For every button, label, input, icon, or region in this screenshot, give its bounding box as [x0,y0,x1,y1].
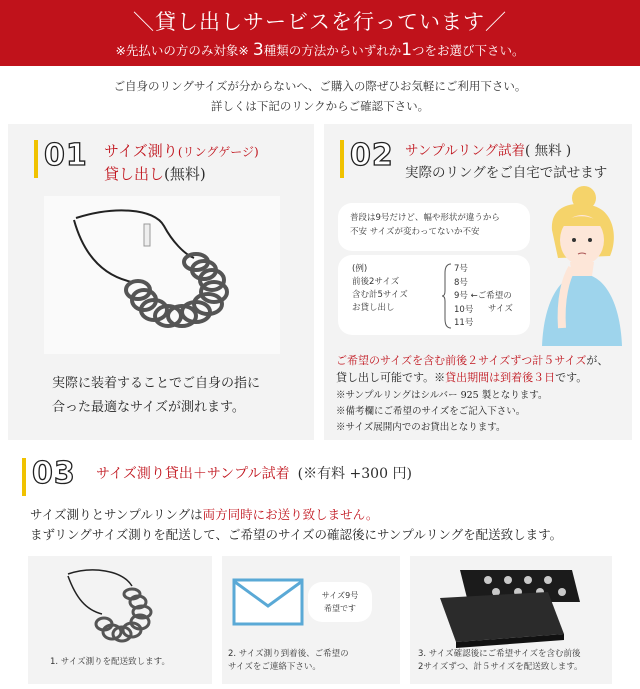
ring-gauge-icon [44,196,280,354]
description-line: 実際に装着することでご自身の指に [52,376,261,391]
number-marker [34,140,38,178]
option-3-title-price: (※有料 +300 円) [297,466,412,482]
step-1-card [28,556,212,684]
number-marker [340,140,344,178]
banner-sub-text: ※先払いの方のみ対象※ [115,43,253,58]
step-2-caption [228,648,349,674]
option-3-title-main: サイズ測り貸出＋サンプル試着 [96,466,290,482]
note-item: ※備考欄にご希望のサイズをご記入下さい。 [336,406,526,417]
size-item: 7号 [454,264,468,274]
step-3-card [410,556,612,684]
banner-subtitle [0,40,640,60]
step-2-card [222,556,400,684]
example-line: (例) [352,264,368,274]
envelope-icon [232,578,304,626]
size-list [454,263,512,331]
size-note: サイズ [488,304,513,314]
rule-highlight: ご希望のサイズを含む前後２サイズずつ計５サイズ [336,354,587,367]
note-item: ※サイズ展開内でのお貸出となります。 [336,422,506,433]
intro-text [0,76,640,116]
option-1-title-main: 貸し出し [104,165,165,183]
example-line: お貸し出し [352,303,395,313]
option-2-number: 02 [350,138,394,173]
option-2-title-main: サンプルリング試着 [405,143,526,159]
caption-line: 3. サイズ確認後にご希望サイズを含む前後 [418,649,581,659]
option-3-title [96,463,412,483]
option-2-title-sub: 実際のリングをご自宅で試せます [405,165,608,181]
example-line: 含む計5サイズ [352,290,408,300]
option-2-rule [336,352,608,386]
caption-line: 1. サイズ測りを配送致します。 [50,657,170,667]
example-line: 前後2サイズ [352,277,400,287]
size-item: 11号 [454,318,474,328]
example-label [352,263,408,315]
header-banner [0,0,640,66]
caption-line: 2. サイズ測り到着後、ご希望の [228,649,349,659]
note-item: ※サンプルリングはシルバー 925 製となります。 [336,390,548,401]
rule-text: です。 [555,371,588,384]
size-item: 9号 ←ご希望の [454,291,512,301]
bracket-icon [442,263,452,329]
bubble-line: 不安 サイズが変わってないか不安 [350,227,480,237]
intro-line: ご自身のリングサイズが分からないへ、ご購入の際ぜひお気軽にご利用下さい。 [113,79,527,93]
caption-line: サイズをご連絡下さい。 [228,662,321,672]
description-highlight: 両方同時にお送り致しません。 [202,507,379,522]
size-item: 10号 [454,304,474,315]
size-request-bubble [308,582,372,622]
option-1-title-price: (無料) [164,165,206,183]
ring-gauge-icon [62,564,172,652]
rule-highlight: 貸出期間は到着後３日 [445,371,556,384]
bubble-line: 希望です [324,604,356,613]
bubble-line: 普段は9号だけど、幅や形状が違うから [350,213,500,223]
banner-sub-number: 3 [252,40,264,60]
step-3-caption [418,648,583,674]
rule-text: が、 [586,354,609,367]
bubble-line: サイズ9号 [321,591,359,600]
option-1-title [104,140,259,185]
banner-sub-text: 種類の方法からいずれか [263,43,402,58]
description-line: 合った最適なサイズが測れます。 [52,400,245,415]
banner-sub-number: 1 [401,40,413,60]
ring-box-icon [436,562,586,648]
description-text: サイズ測りとサンプルリングは [30,507,203,522]
option-1-number: 01 [44,138,88,173]
option-1-description [52,372,260,420]
option-2-title-price: ( 無料 ) [525,143,572,159]
banner-sub-text: つをお選び下さい。 [412,43,525,58]
size-item: 8号 [454,277,468,288]
caption-line: 2サイズずつ、計５サイズを配送致します。 [418,662,583,672]
example-bubble [338,255,530,335]
intro-line: 詳しくは下記のリンクからご確認下さい。 [210,99,430,113]
number-marker [22,458,26,496]
woman-thinking-illustration [532,178,624,346]
option-3-number: 03 [32,456,76,491]
step-1-caption [50,656,170,669]
rule-text: 貸し出し可能です。※ [336,371,446,384]
option-1-title-main: サイズ測り [104,142,178,160]
worry-speech-bubble [338,203,530,251]
option-3-description [30,505,562,545]
ring-gauge-image [44,196,280,354]
description-line: まずリングサイズ測りを配送して、ご希望のサイズの確認後にサンプルリングを配送致します。 [30,527,563,542]
banner-title: ＼貸し出しサービスを行っています／ [133,10,507,34]
option-2-notes [336,388,547,436]
option-1-title-note: (リングゲージ) [177,145,259,159]
